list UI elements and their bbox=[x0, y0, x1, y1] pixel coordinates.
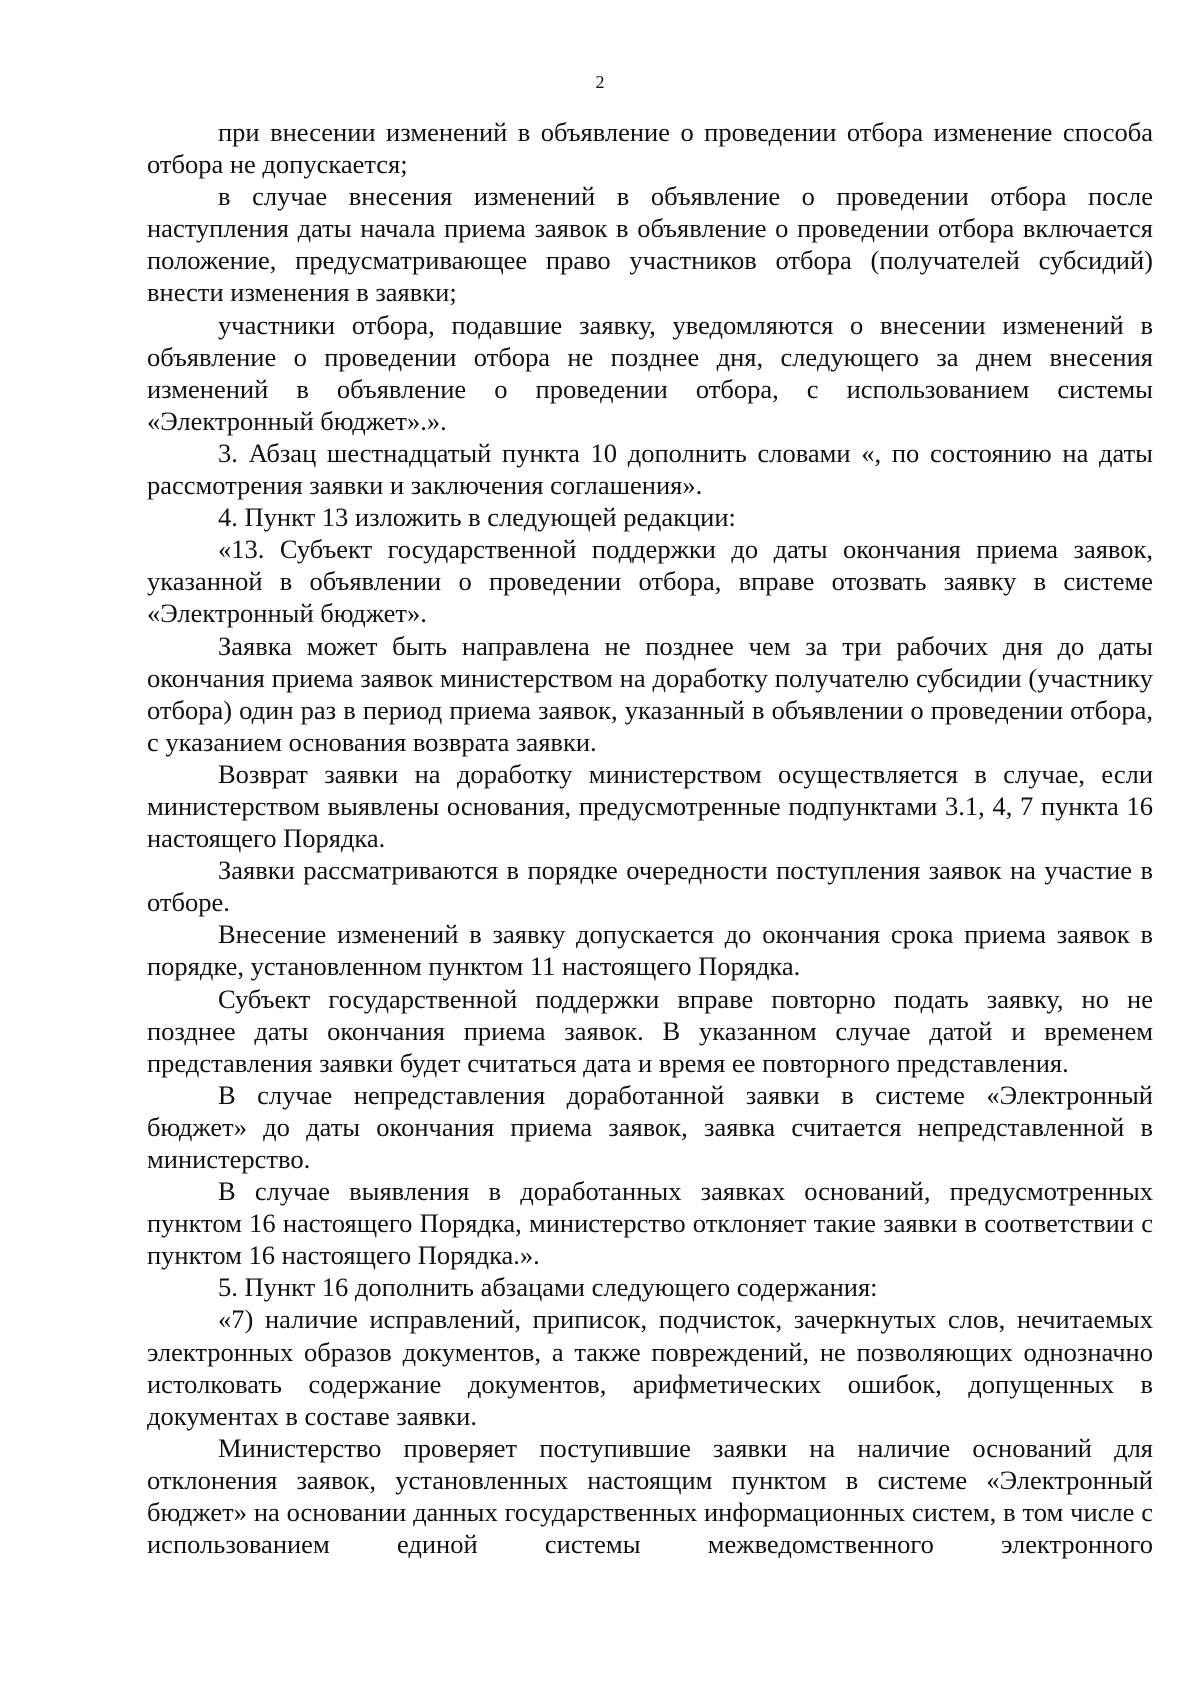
paragraph: участники отбора, подавшие заявку, уведомляются о внесении изменений в объявление о проведении отбора не позднее дня, следующего за днем внесения изменений в объявление о проведении отбора, с использованием системы «Электронный бюджет».». bbox=[147, 309, 1153, 436]
paragraph: Возврат заявки на доработку министерством осуществляется в случае, если министерством выявлены основания, предусмотренные подпунктами 3.1, 4, 7 пункта 16 настоящего Порядка. bbox=[147, 758, 1153, 854]
paragraph: Министерство проверяет поступившие заявки на наличие оснований для отклонения заявок, установленных настоящим пунктом в системе «Электронный бюджет» на основании данных государственных информационных систем, в том числе с использованием единой системы межведомственного электронного bbox=[147, 1432, 1153, 1560]
page-number: 2 bbox=[595, 72, 605, 92]
paragraph: «7) наличие исправлений, приписок, подчисток, зачеркнутых слов, нечитаемых электронных образов документов, а также повреждений, не позволяющих однозначно истолковать содержание документов, арифметических ошибок, допущенных в документах в составе заявки. bbox=[147, 1304, 1153, 1431]
paragraph: 5. Пункт 16 дополнить абзацами следующего содержания: bbox=[218, 1272, 878, 1303]
paragraph: «13. Субъект государственной поддержки до даты окончания приема заявок, указанной в объявлении о проведении отбора, вправе отозвать заявку в системе «Электронный бюджет». bbox=[147, 534, 1153, 629]
paragraph: 4. Пункт 13 изложить в следующей редакции: bbox=[218, 502, 736, 533]
paragraph: Заявки рассматриваются в порядке очередности поступления заявок на участие в отборе. bbox=[147, 855, 1153, 918]
paragraph: В случае непредставления доработанной заявки в системе «Электронный бюджет» до даты окончания приема заявок, заявка считается непредставленной в министерство. bbox=[147, 1079, 1153, 1174]
paragraph: в случае внесения изменений в объявление о проведении отбора после наступления даты начала приема заявок в объявление о проведении отбора включается положение, предусматривающее право участников отбора (получателей субсидий) внести изменения в заявки; bbox=[147, 181, 1153, 308]
document-body bbox=[147, 116, 1153, 1560]
paragraph: Внесение изменений в заявку допускается до окончания срока приема заявок в порядке, установленном пунктом 11 настоящего Порядка. bbox=[147, 919, 1153, 982]
paragraph: 3. Абзац шестнадцатый пункта 10 дополнить словами «, по состоянию на даты рассмотрения заявки и заключения соглашения». bbox=[147, 437, 1153, 501]
paragraph: В случае выявления в доработанных заявках оснований, предусмотренных пунктом 16 настоящего Порядка, министерство отклоняет такие заявки в соответствии с пунктом 16 настоящего Порядка.». bbox=[147, 1176, 1153, 1271]
paragraph: Субъект государственной поддержки вправе повторно подать заявку, но не позднее даты окончания приема заявок. В указанном случае датой и временем представления заявки будет считаться дата и время ее повторного представления. bbox=[147, 983, 1153, 1078]
paragraph: Заявка может быть направлена не позднее чем за три рабочих дня до даты окончания приема заявок министерством на доработку получателю субсидии (участнику отбора) один раз в период приема заявок, указанный в объявлении о проведении отбора, с указанием основания возврата заявки. bbox=[147, 630, 1153, 757]
paragraph: при внесении изменений в объявление о проведении отбора изменение способа отбора не допускается; bbox=[147, 117, 1153, 180]
